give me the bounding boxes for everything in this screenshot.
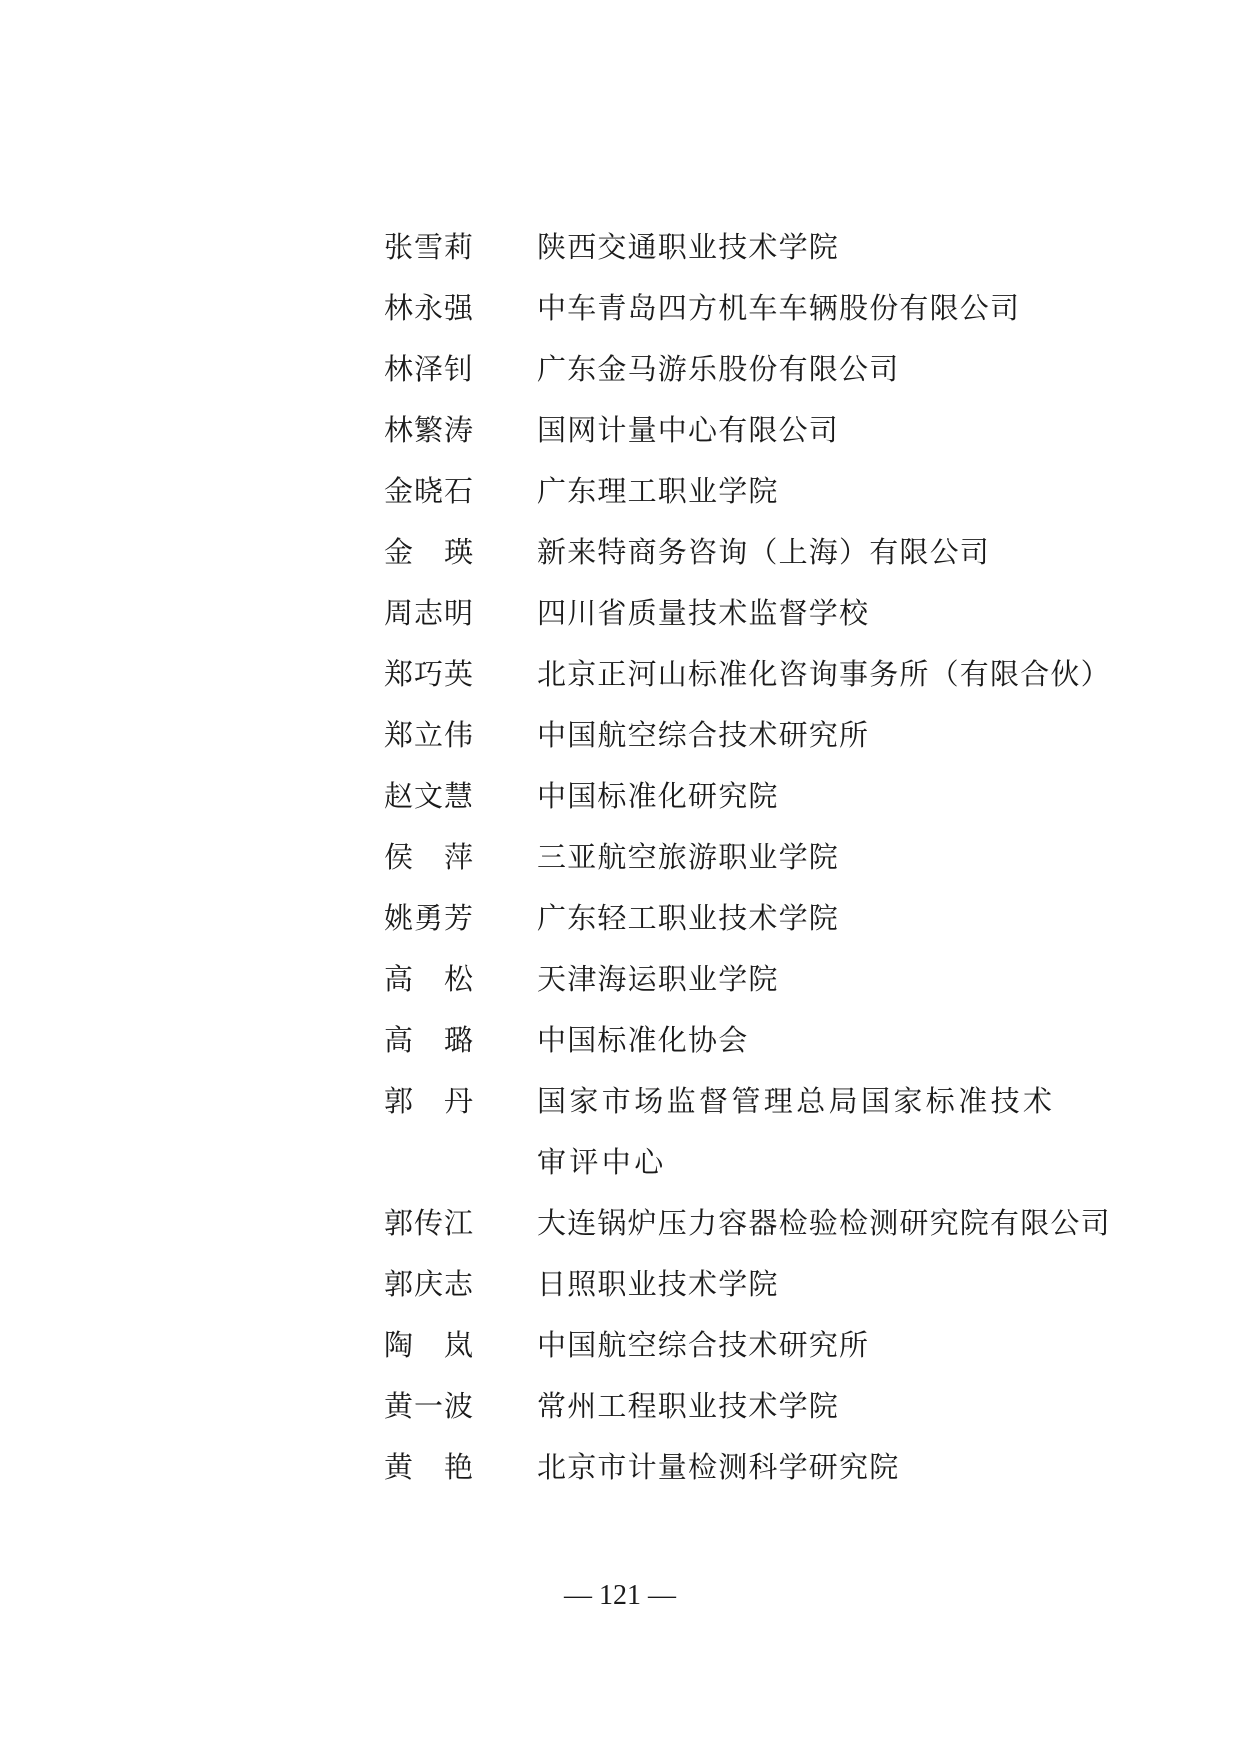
- list-item: [0, 339, 1240, 400]
- organization: 北京正河山标准化咨询事务所（有限合伙）: [537, 657, 1111, 691]
- person-name: 郭传江: [384, 1206, 475, 1240]
- organization: 陕西交通职业技术学院: [537, 230, 840, 264]
- organization: 广东轻工职业技术学院: [537, 901, 840, 935]
- list-item: [0, 1254, 1240, 1315]
- list-item: [0, 278, 1240, 339]
- organization: 广东金马游乐股份有限公司: [537, 352, 900, 386]
- organization: 中国标准化研究院: [537, 779, 779, 813]
- person-name: 林繁涛: [384, 413, 475, 447]
- page-number: — 121 —: [564, 1580, 676, 1611]
- person-name: 郭庆志: [384, 1267, 475, 1301]
- person-name: 高 松: [384, 962, 475, 996]
- list-item: [0, 766, 1240, 827]
- list-item: [0, 1376, 1240, 1437]
- organization: 大连锅炉压力容器检验检测研究院有限公司: [537, 1206, 1111, 1240]
- person-name: 黄一波: [384, 1389, 475, 1423]
- person-name: 周志明: [384, 596, 475, 630]
- list-item: [0, 1315, 1240, 1376]
- person-name: 郭 丹: [384, 1084, 475, 1118]
- organization: 中国航空综合技术研究所: [537, 718, 870, 752]
- list-item: [0, 522, 1240, 583]
- list-item: [0, 400, 1240, 461]
- person-name: 高 璐: [384, 1023, 475, 1057]
- person-name: 郑立伟: [384, 718, 475, 752]
- list-item: [0, 1071, 1240, 1193]
- organization: 国家市场监督管理总局国家标准技术审评中心: [537, 1084, 1056, 1179]
- organization: 三亚航空旅游职业学院: [537, 840, 840, 874]
- organization: 常州工程职业技术学院: [537, 1389, 840, 1423]
- person-name: 林泽钊: [384, 352, 475, 386]
- list-item: [0, 949, 1240, 1010]
- organization: 天津海运职业学院: [537, 962, 779, 996]
- list-item: [0, 888, 1240, 949]
- list-item: [0, 1437, 1240, 1498]
- list-item: [0, 583, 1240, 644]
- list-item: [0, 827, 1240, 888]
- organization: 四川省质量技术监督学校: [537, 596, 870, 630]
- organization: 广东理工职业学院: [537, 474, 779, 508]
- organization: 新来特商务咨询（上海）有限公司: [537, 535, 991, 569]
- person-name: 陶 岚: [384, 1328, 475, 1362]
- person-name: 林永强: [384, 291, 475, 325]
- list-item: [0, 461, 1240, 522]
- organization: 中国标准化协会: [537, 1023, 749, 1057]
- organization: 国网计量中心有限公司: [537, 413, 840, 447]
- person-name: 郑巧英: [384, 657, 475, 691]
- organization: 日照职业技术学院: [537, 1267, 779, 1301]
- organization: 北京市计量检测科学研究院: [537, 1450, 900, 1484]
- person-name: 张雪莉: [384, 230, 475, 264]
- organization: 中国航空综合技术研究所: [537, 1328, 870, 1362]
- list-item: [0, 1010, 1240, 1071]
- organization: 中车青岛四方机车车辆股份有限公司: [537, 291, 1021, 325]
- list-item: [0, 1193, 1240, 1254]
- person-name: 金 瑛: [384, 535, 475, 569]
- list-item: [0, 217, 1240, 278]
- person-name: 侯 萍: [384, 840, 475, 874]
- list-item: [0, 705, 1240, 766]
- person-name: 黄 艳: [384, 1450, 475, 1484]
- person-name: 赵文慧: [384, 779, 475, 813]
- person-name: 金晓石: [384, 474, 475, 508]
- person-name: 姚勇芳: [384, 901, 475, 935]
- list-item: [0, 644, 1240, 705]
